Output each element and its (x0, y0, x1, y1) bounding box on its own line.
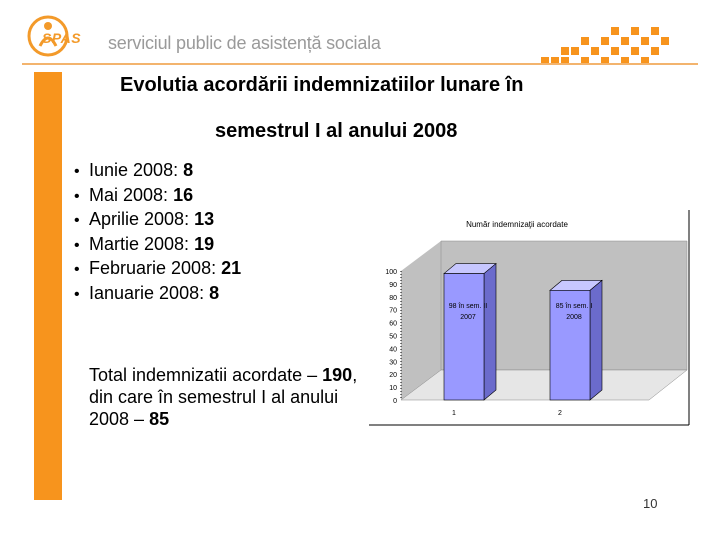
bullet-item (74, 256, 241, 281)
deco-square (631, 27, 639, 35)
y-tick-label: 70 (389, 307, 397, 315)
deco-square (651, 27, 659, 35)
bullet-value: 8 (209, 282, 220, 303)
bullet-item (74, 281, 241, 306)
logo-text: SPAS (42, 30, 82, 46)
bullet-value: 8 (183, 160, 194, 180)
y-tick-label: 40 (389, 346, 397, 354)
bullet-dot: • (74, 212, 80, 229)
y-tick-label: 0 (393, 398, 397, 405)
deco-square (561, 47, 569, 55)
total-prefix: Total indemnizatii acordate – (89, 365, 323, 385)
header-divider (22, 63, 698, 65)
bullet-dot: • (74, 285, 80, 303)
y-tick-label: 60 (389, 320, 397, 328)
header-tagline: serviciul public de asistență sociala (108, 33, 381, 53)
total-semester-value: 85 (149, 409, 170, 429)
bullet-label: Mai 2008: (89, 184, 174, 205)
deco-square (661, 37, 669, 45)
deco-square (581, 37, 589, 45)
bar-data-label-1: 98 în sem. II (448, 303, 488, 310)
slide-title-line-2: semestrul I al anului 2008 (215, 120, 458, 142)
slide-title-line-1: Evolutia acordării indemnizatiilor lunare în (120, 74, 524, 96)
total-summary (89, 364, 359, 430)
deco-square (641, 37, 649, 45)
bullet-label: Ianuarie 2008: (89, 282, 210, 303)
total-middle: , din care în semestrul I al anului 2008 – (89, 365, 358, 429)
bullet-value: 21 (221, 258, 242, 278)
bar-chart (369, 210, 691, 426)
bullet-dot: • (74, 187, 80, 205)
bullet-label: Februarie 2008: (89, 258, 222, 278)
bar-side-1 (484, 264, 496, 400)
y-tick-label: 20 (389, 372, 397, 380)
slide-header (0, 0, 720, 68)
bullet-item (74, 183, 241, 208)
bar-data-label-2: 85 în sem. I (555, 303, 593, 310)
bar-side-2 (590, 280, 602, 400)
bullet-value: 13 (194, 209, 215, 229)
bullet-label: Martie 2008: (89, 233, 195, 254)
y-tick-label: 90 (389, 281, 397, 289)
x-tick-label: 1 (452, 410, 456, 417)
y-tick-label: 100 (385, 269, 397, 276)
bullet-value: 19 (194, 233, 215, 254)
deco-square (591, 47, 599, 55)
bar-1 (444, 274, 484, 400)
y-tick-label: 50 (389, 333, 397, 341)
bar-data-label-year-1: 2007 (460, 314, 476, 321)
monthly-bullet-list (74, 158, 241, 305)
bullet-label: Aprilie 2008: (89, 209, 195, 229)
deco-square (631, 47, 639, 55)
bullet-item (74, 232, 241, 257)
bullet-dot: • (74, 261, 80, 278)
deco-square (651, 47, 659, 55)
deco-square (571, 47, 579, 55)
decorative-pixel-pattern (520, 26, 670, 66)
deco-square (601, 37, 609, 45)
y-tick-label: 30 (389, 359, 397, 367)
y-tick-label: 10 (389, 385, 397, 393)
bullet-item (74, 158, 241, 183)
deco-square (611, 27, 619, 35)
bullet-dot: • (74, 236, 80, 254)
bar-data-label-year-2: 2008 (566, 314, 582, 321)
deco-square (621, 37, 629, 45)
deco-square (611, 47, 619, 55)
page-number: 10 (643, 496, 658, 511)
bullet-item (74, 207, 241, 232)
y-tick-label: 80 (389, 294, 397, 302)
accent-side-bar (34, 72, 62, 500)
bullet-label: Iunie 2008: (89, 160, 184, 180)
chart-title: Număr indemnizaţii acordate (466, 220, 568, 229)
bullet-value: 16 (173, 184, 194, 205)
bullet-dot: • (74, 163, 80, 180)
total-value: 190 (322, 365, 353, 385)
x-tick-label: 2 (558, 410, 562, 417)
